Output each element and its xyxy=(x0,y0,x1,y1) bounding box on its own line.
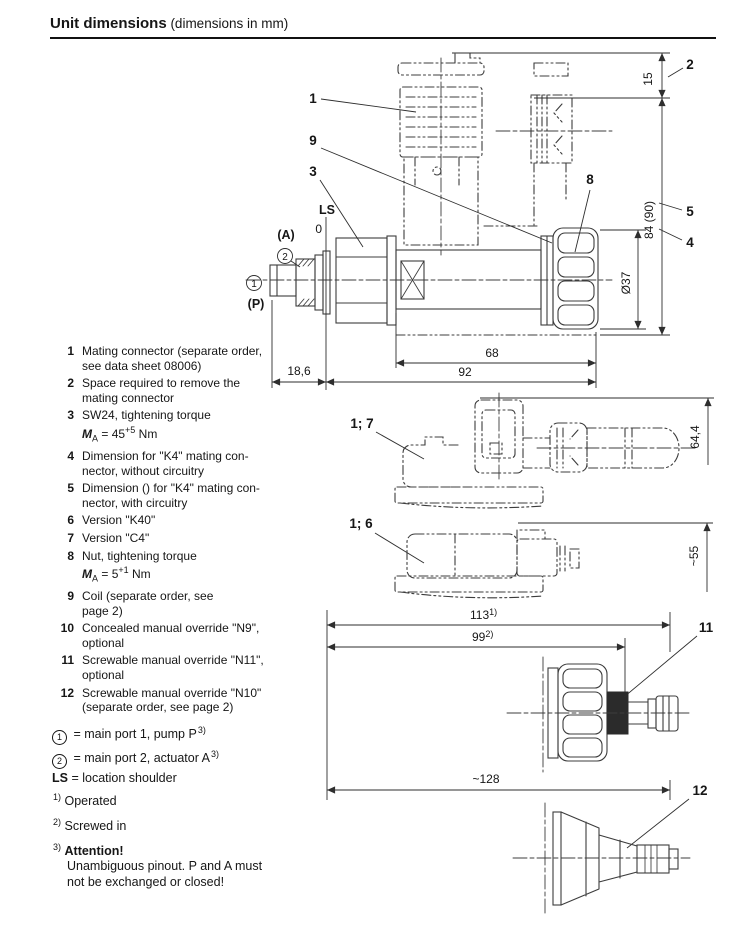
legend-item-11: 11 Screwable manual override "N11", optional xyxy=(61,653,264,683)
port-notes xyxy=(52,721,219,788)
legend-item-2: 2 Space required to remove the mating connector xyxy=(67,376,241,405)
footnote-1: $^{1)}$ Operated xyxy=(53,792,117,809)
dim-55-label: ~55 xyxy=(687,545,701,567)
label-1-6: 1; 6 xyxy=(349,516,373,531)
legend-item-1: 1 Mating connector (separate order, see data sheet 08006) xyxy=(67,344,263,373)
dim-d37-label: Ø37 xyxy=(619,271,633,295)
dim-84-90-label: 84 (90) xyxy=(642,200,656,240)
override-n10-drawing xyxy=(327,772,708,913)
port-1-number: 1 xyxy=(251,279,257,290)
legend-item-10: 10 Concealed manual override "N9", optional xyxy=(60,621,260,650)
mating-connector-phantom xyxy=(398,53,612,255)
version-k40-drawing xyxy=(349,516,713,598)
label-1-7: 1; 7 xyxy=(350,416,374,431)
port-p-label: (P) xyxy=(247,297,265,311)
override-n11-drawing xyxy=(507,620,714,772)
dim-92-label: 92 xyxy=(458,365,472,379)
port-note-2: 2 = main port 2, actuator $A^{3)}$ xyxy=(52,745,219,769)
top-drawing-callouts xyxy=(309,57,694,252)
dim-113-label: 113$^{1)}$ xyxy=(470,607,498,622)
page-subtitle: (dimensions in mm) xyxy=(166,16,289,31)
dim-99-label: 99$^{2)}$ xyxy=(472,629,494,644)
zero-label: 0 xyxy=(315,222,322,236)
callout-8: 8 xyxy=(586,172,594,187)
callout-1: 1 xyxy=(309,91,317,106)
dim-18-6-label: 18,6 xyxy=(287,364,311,378)
callout-3: 3 xyxy=(309,164,317,179)
page-title: Unit dimensions xyxy=(50,15,167,32)
top-drawing-dimensions xyxy=(272,53,670,390)
ls-note: LS = location shoulder xyxy=(52,771,177,786)
legend-item-4: 4 Dimension for "K4" mating con- nector, without circuitry xyxy=(67,448,249,478)
ls-label: LS xyxy=(319,203,335,217)
legend-item-6: 6 Version "K40" xyxy=(67,513,156,528)
dim-64-4-label: 64,4 xyxy=(688,425,702,449)
callout-11: 11 xyxy=(698,620,714,635)
legend-item-12: 12 Screwable manual override "N10" (separate order, see page 2) xyxy=(60,685,262,715)
legend-item-8: 8 Nut, tightening torque $M_A = 5^{+1}$ Nm xyxy=(67,548,197,584)
port-2-number: 2 xyxy=(282,252,288,263)
footnotes xyxy=(52,790,262,896)
port-markers xyxy=(247,228,301,311)
legend-item-9: 9 Coil (separate order, see page 2) xyxy=(67,589,214,618)
legend-item-3: 3 SW24, tightening torque $M_A = 45^{+5}$ Nm xyxy=(67,408,211,444)
attention-text: Unambiguous pinout. P and A must not be exchanged or closed! xyxy=(67,859,263,889)
callout-2: 2 xyxy=(686,57,694,72)
version-c4-drawing xyxy=(350,393,714,508)
legend-item-5: 5 Dimension () for "K4" mating con- nector, with circuitry xyxy=(67,481,260,510)
legend-list xyxy=(52,344,324,718)
callout-5: 5 xyxy=(686,204,694,219)
dim-15-label: 15 xyxy=(641,72,655,86)
port-a-label: (A) xyxy=(277,228,295,242)
footnote-2: $^{2)}$ Screwed in xyxy=(53,817,127,834)
footnote-3: $^{3)}$ Attention! Unambiguous pinout. P and A must not be exchanged or closed! xyxy=(53,842,263,889)
port-note-1: 1 = main port 1, pump $P^{3)}$ xyxy=(52,721,219,745)
legend-item-7: 7 Version "C4" xyxy=(67,530,150,545)
callout-4: 4 xyxy=(686,235,694,250)
callout-12: 12 xyxy=(692,783,708,798)
dim-68-label: 68 xyxy=(485,346,499,360)
valve-body-drawing xyxy=(246,228,612,335)
callout-9: 9 xyxy=(309,133,317,148)
dim-128-label: ~128 xyxy=(472,772,500,786)
